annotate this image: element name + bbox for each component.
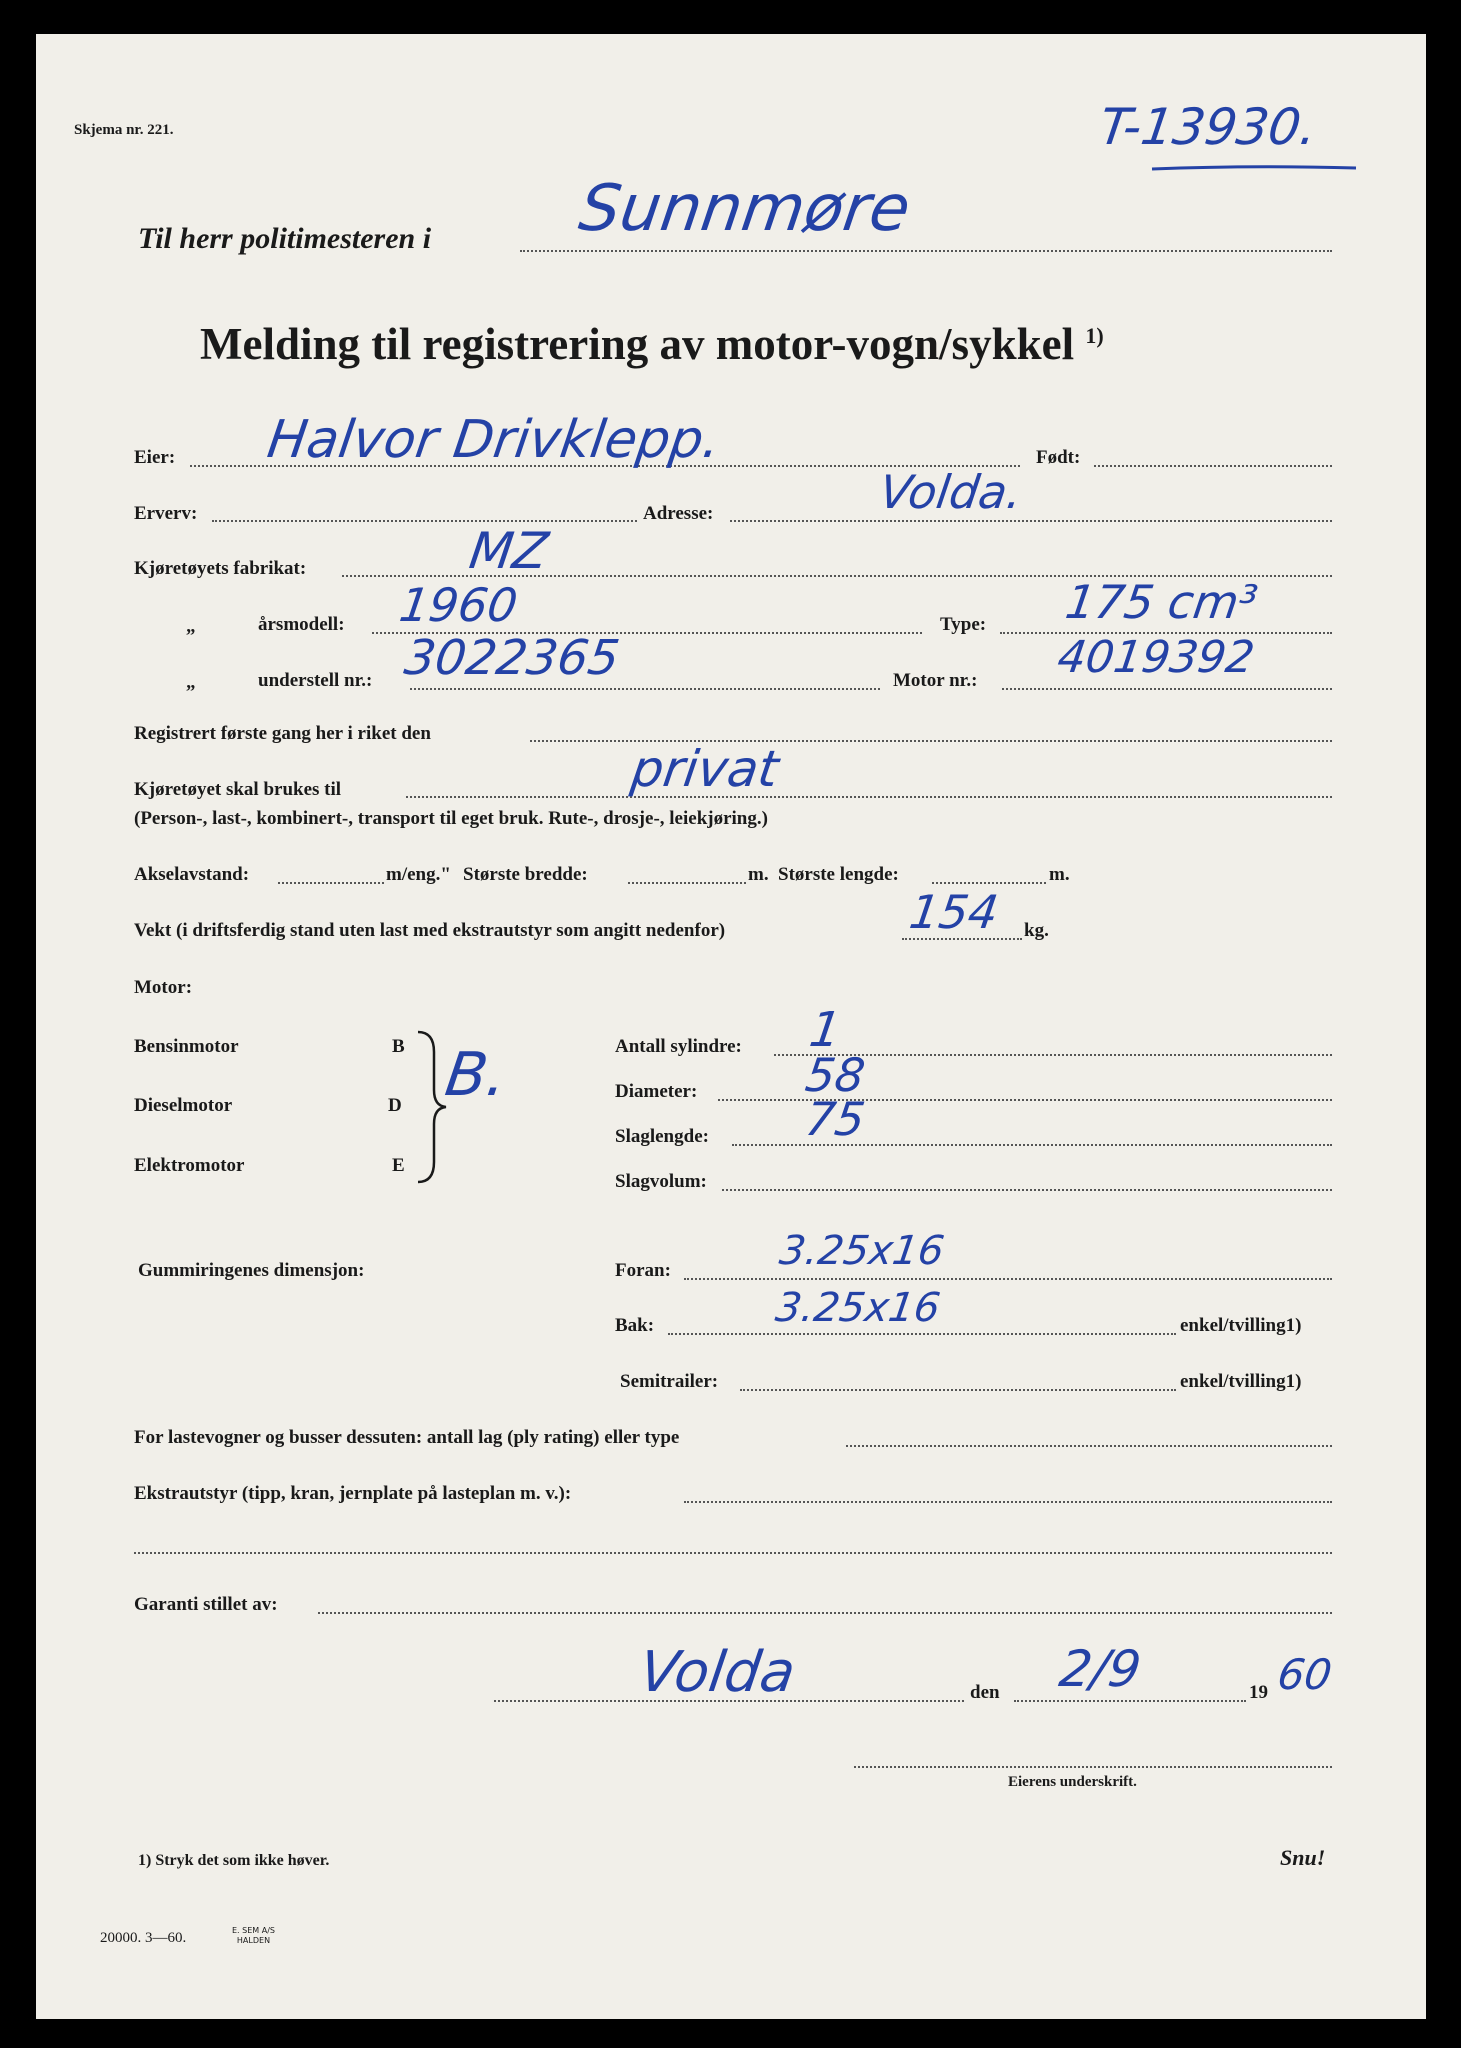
foran-line — [684, 1278, 1332, 1280]
slagvolum-label: Slagvolum: — [615, 1171, 707, 1192]
understell-label: understell nr.: — [258, 670, 373, 691]
printer-line-2: HALDEN — [236, 1936, 271, 1945]
understell-line — [410, 688, 880, 690]
addressee-line — [520, 250, 1332, 252]
year-prefix: 19 — [1249, 1682, 1268, 1703]
slaglengde-label: Slaglengde: — [615, 1126, 709, 1147]
vekt-unit: kg. — [1024, 920, 1049, 941]
arsmodell-label: årsmodell: — [258, 614, 345, 635]
lengde-line — [932, 882, 1046, 884]
semitrailer-label: Semitrailer: — [620, 1371, 719, 1392]
date-line — [1014, 1700, 1246, 1702]
snu-label: Snu! — [1280, 1845, 1326, 1870]
foran-value: 3.25x16 — [776, 1228, 947, 1274]
slaglengde-value: 75 — [802, 1092, 869, 1146]
bak-value: 3.25x16 — [772, 1285, 943, 1331]
elektromotor-code: E — [392, 1155, 405, 1176]
bak-enkel-tvilling — [1180, 1315, 1301, 1337]
brukes-label: Kjøretøyet skal brukes til — [134, 779, 342, 800]
brukes-hint: (Person-, last-, kombinert-, transport til eget bruk. Rute-, drosje-, leiekjøring.) — [134, 808, 768, 829]
eier-value: Halvor Drivklepp. — [263, 410, 724, 470]
reference-underline — [1150, 163, 1360, 173]
fabrikat-label: Kjøretøyets fabrikat: — [134, 558, 307, 579]
addressee-value: Sunnmøre — [574, 172, 915, 246]
garanti-line — [318, 1612, 1332, 1614]
reference-number: T-13930. — [1095, 98, 1321, 156]
ekstrautstyr-line-2 — [134, 1552, 1332, 1554]
bak-enkel-text: enkel/tvilling — [1180, 1315, 1286, 1336]
erverv-line — [212, 520, 637, 522]
form-title — [200, 318, 1104, 370]
fodt-label: Født: — [1036, 447, 1081, 468]
type-label: Type: — [940, 614, 987, 635]
lengde-label: Største lengde: — [778, 864, 899, 885]
bak-line — [668, 1333, 1176, 1335]
eier-label: Eier: — [134, 447, 176, 468]
bredde-line — [628, 882, 746, 884]
bredde-label: Største bredde: — [463, 864, 588, 885]
printer-mark — [232, 1926, 275, 1946]
aksel-line — [278, 882, 384, 884]
adresse-value: Volda. — [876, 465, 1026, 519]
semitrailer-enkel-text: enkel/tvilling — [1180, 1371, 1286, 1392]
date-value: 2/9 — [1055, 1640, 1145, 1698]
semitrailer-line — [740, 1389, 1176, 1391]
bensinmotor-label: Bensinmotor — [134, 1036, 239, 1057]
erverv-label: Erverv: — [134, 503, 198, 524]
adresse-label: Adresse: — [643, 503, 714, 524]
lengde-unit: m. — [1049, 864, 1070, 885]
motor-heading: Motor: — [134, 977, 193, 998]
tyres-heading: Gummiringenes dimensjon: — [138, 1260, 365, 1281]
bensinmotor-code: B — [392, 1036, 405, 1057]
signature-label: Eierens underskrift. — [1008, 1774, 1137, 1790]
footnote: 1) Stryk det som ikke høver. — [138, 1852, 330, 1869]
year-value: 60 — [1274, 1650, 1335, 1699]
bak-enkel-footnote: 1) — [1285, 1315, 1302, 1336]
garanti-label: Garanti stillet av: — [134, 1594, 278, 1615]
elektromotor-label: Elektromotor — [134, 1155, 245, 1176]
ditto-mark-2: „ — [186, 672, 196, 693]
bredde-unit: m. — [748, 864, 769, 885]
arsmodell-value: 1960 — [396, 578, 521, 632]
slagvolum-line — [722, 1189, 1332, 1191]
printer-line-1: E. SEM A/S — [232, 1926, 275, 1935]
lastevogner-line — [846, 1445, 1332, 1447]
dieselmotor-code: D — [388, 1095, 402, 1116]
diameter-value: 58 — [802, 1048, 869, 1102]
fabrikat-value: MZ — [465, 522, 552, 580]
title-footnote: 1) — [1085, 323, 1104, 348]
place-value: Volda — [635, 1640, 800, 1705]
sylindre-label: Antall sylindre: — [615, 1036, 742, 1057]
diameter-label: Diameter: — [615, 1081, 698, 1102]
dieselmotor-label: Dieselmotor — [134, 1095, 233, 1116]
sylindre-value: 1 — [806, 1002, 845, 1058]
foran-label: Foran: — [615, 1260, 671, 1281]
semitrailer-enkel-footnote: 1) — [1285, 1371, 1302, 1392]
addressee-label: Til herr politimesteren i — [138, 222, 432, 255]
type-value: 175 cm³ — [1062, 575, 1261, 629]
lastevogner-label: For lastevogner og busser dessuten: antall lag (ply rating) eller type — [134, 1427, 680, 1448]
fodt-line — [1094, 465, 1332, 467]
aksel-unit: m/eng." — [386, 864, 451, 885]
understell-value: 3022365 — [401, 630, 623, 686]
bak-label: Bak: — [615, 1315, 655, 1336]
signature-line — [854, 1766, 1332, 1768]
schema-number: Skjema nr. 221. — [74, 122, 174, 138]
ekstrautstyr-label: Ekstrautstyr (tipp, kran, jernplate på lasteplan m. v.): — [134, 1483, 572, 1504]
motor-nr-value: 4019392 — [1054, 632, 1258, 683]
motor-nr-label: Motor nr.: — [893, 670, 978, 691]
semitrailer-enkel-tvilling — [1180, 1371, 1301, 1393]
aksel-label: Akselavstand: — [134, 864, 250, 885]
print-code: 20000. 3—60. — [100, 1930, 187, 1946]
motor-nr-line — [1002, 688, 1332, 690]
brukes-line — [406, 796, 1332, 798]
ditto-mark-1: „ — [186, 616, 196, 637]
registrert-label: Registrert første gang her i riket den — [134, 723, 431, 744]
vekt-label: Vekt (i driftsferdig stand uten last med ekstrautstyr som angitt nedenfor) — [134, 920, 726, 941]
den-label: den — [970, 1682, 1000, 1703]
form-title-text: Melding til registrering av motor-vogn/sykkel — [200, 319, 1075, 369]
ekstrautstyr-line — [684, 1501, 1332, 1503]
motor-selected: B. — [441, 1040, 512, 1110]
adresse-line — [730, 520, 1332, 522]
brukes-value: privat — [627, 740, 783, 798]
vekt-value: 154 — [906, 885, 1002, 939]
